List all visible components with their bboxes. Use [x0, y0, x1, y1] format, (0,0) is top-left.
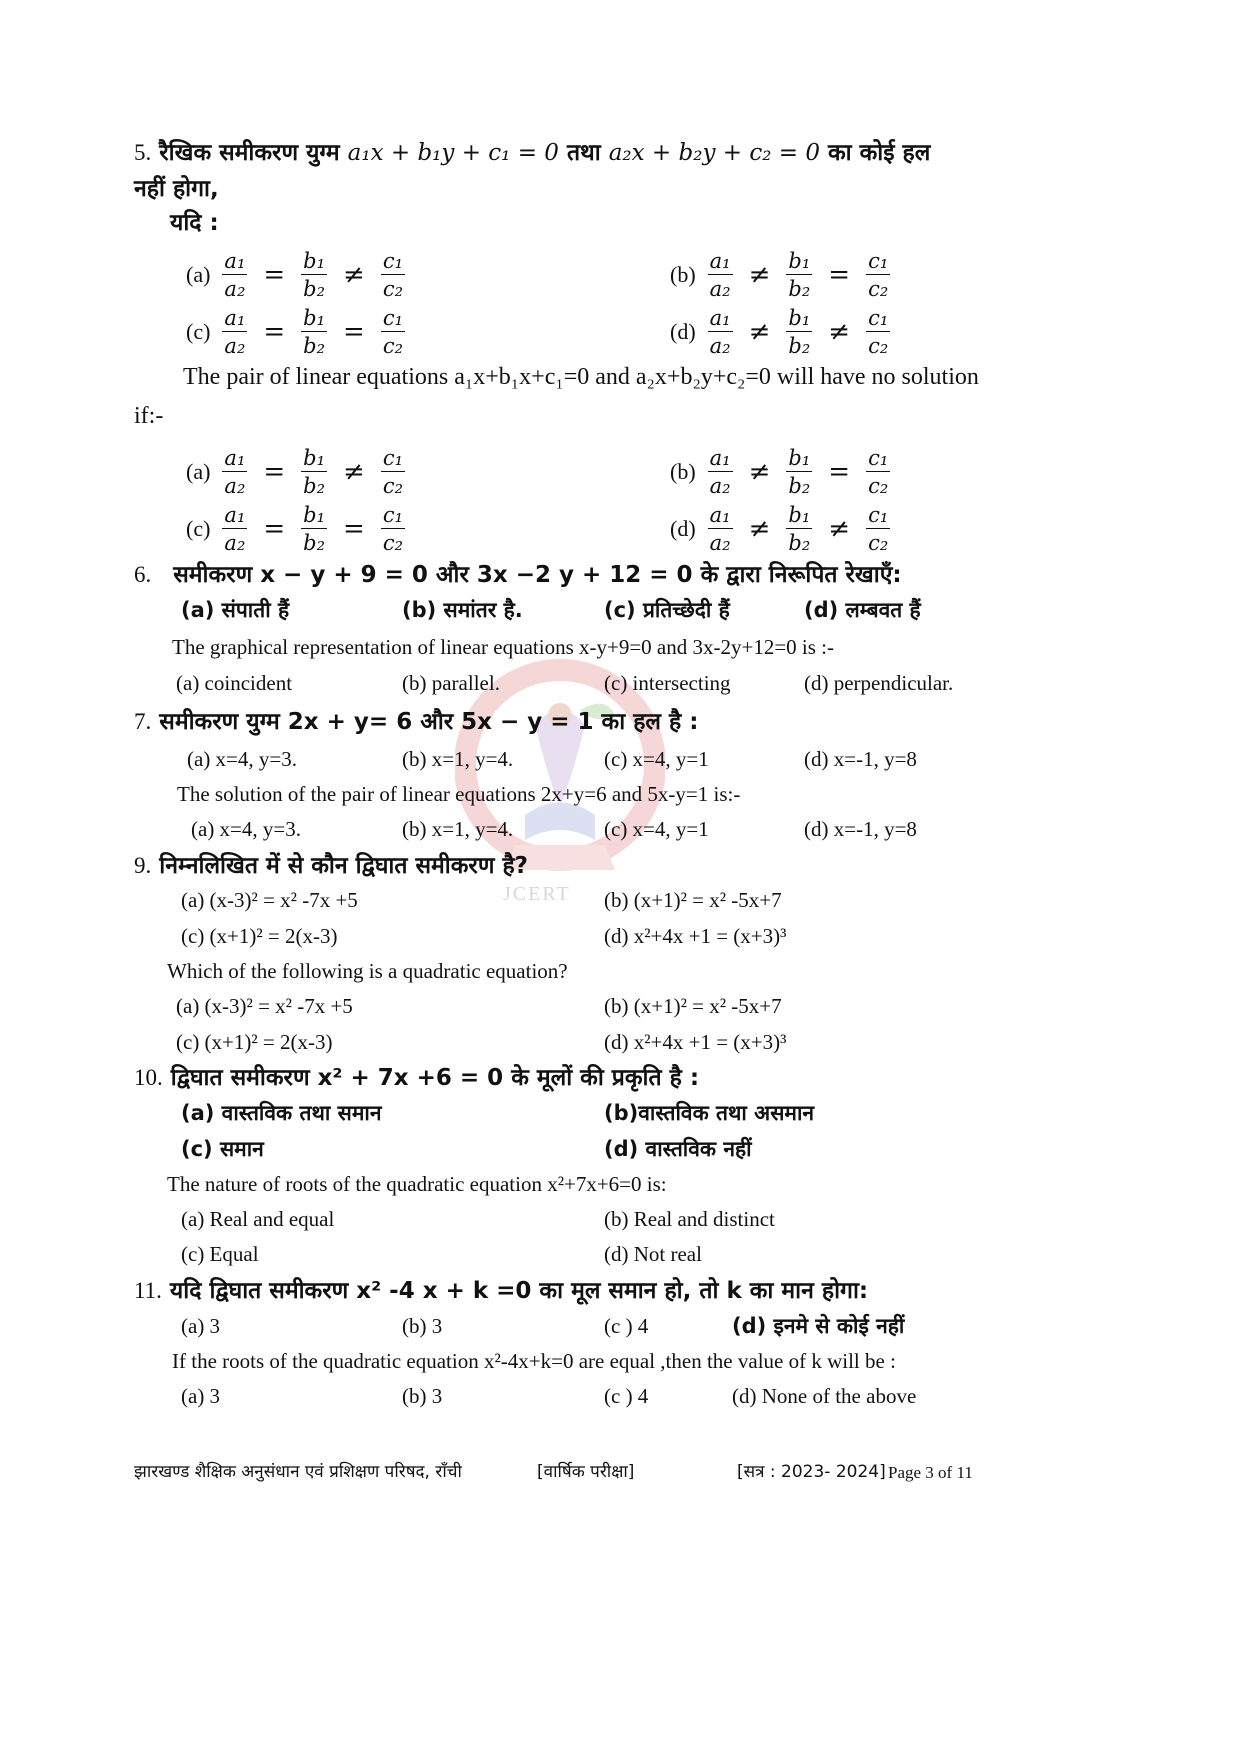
- q11-english-option-b: (b) 3: [402, 1384, 443, 1408]
- option-label: (d): [670, 516, 696, 542]
- relation-symbol: ≠: [343, 457, 365, 488]
- fraction: [786, 504, 812, 554]
- option-label: (a): [186, 459, 211, 485]
- fraction-numerator: a₁: [222, 447, 247, 472]
- q11-english-option-a: (a) 3: [181, 1384, 221, 1408]
- relation-symbol: ≠: [748, 317, 771, 348]
- q11-hindi-option-a: (a) 3: [181, 1314, 221, 1338]
- fraction-numerator: c₁: [381, 447, 405, 472]
- option-label: (d): [670, 319, 696, 345]
- q7-english-option-b: (b) x=1, y=4.: [402, 817, 514, 841]
- footer-page-number: Page 3 of 11: [888, 1463, 973, 1482]
- fraction-numerator: b₁: [301, 307, 327, 332]
- fraction: [381, 250, 405, 300]
- q11-question-english: If the roots of the quadratic equation x²-4x+k=0 are equal ,then the value of k will be :: [172, 1349, 896, 1373]
- q11-number: 11.: [134, 1278, 162, 1303]
- q5-hindi-if: यदि :: [170, 210, 219, 236]
- fraction: [708, 447, 733, 497]
- q11-english-option-c: (c ) 4: [604, 1384, 649, 1408]
- q9-hindi-text: निम्नलिखित में से कौन द्विघात समीकरण है?: [159, 853, 529, 879]
- q6-english-option-b: (b) parallel.: [402, 671, 500, 695]
- fraction-denominator: c₂: [382, 474, 404, 499]
- relation-symbol: =: [343, 317, 365, 348]
- fraction: [708, 504, 733, 554]
- fraction-denominator: b₂: [788, 277, 811, 302]
- fraction-numerator: c₁: [866, 250, 890, 275]
- fraction: [786, 250, 812, 300]
- relation-symbol: =: [263, 514, 286, 545]
- q11-english-option-d: (d) None of the above: [732, 1384, 917, 1408]
- q6-hindi-text: समीकरण x − y + 9 = 0 और 3x −2 y + 12 = 0 के द्वारा निरूपित रेखाएँ:: [173, 562, 902, 588]
- option-label: (c): [186, 516, 211, 542]
- relation-symbol: ≠: [343, 260, 365, 291]
- fraction: [301, 447, 327, 497]
- fraction-denominator: b₂: [303, 334, 326, 359]
- fraction-numerator: b₁: [786, 307, 812, 332]
- fraction: [381, 307, 405, 357]
- fraction-numerator: c₁: [866, 447, 890, 472]
- q7-english-option-c: (c) x=4, y=1: [604, 817, 709, 841]
- fraction-denominator: b₂: [788, 474, 811, 499]
- footer-exam: [वार्षिक परीक्षा]: [537, 1462, 635, 1482]
- fraction: [786, 447, 812, 497]
- q10-hindi-text: द्विघात समीकरण x² + 7x +6 = 0 के मूलों की प्रकृति है :: [170, 1065, 700, 1091]
- fraction-denominator: a₂: [709, 531, 731, 556]
- q7-english-option-a: (a) x=4, y=3.: [191, 817, 301, 841]
- fraction-numerator: b₁: [301, 250, 327, 275]
- q10-hindi-option-b: (b)वास्तविक तथा असमान: [604, 1101, 815, 1125]
- q7-question-english: The solution of the pair of linear equations 2x+y=6 and 5x-y=1 is:-: [177, 782, 741, 806]
- q6-question-english: The graphical representation of linear equations x-y+9=0 and 3x-2y+12=0 is :-: [172, 635, 835, 659]
- q10-question-english: The nature of roots of the quadratic equation x²+7x+6=0 is:: [167, 1172, 667, 1196]
- fraction-numerator: b₁: [786, 447, 812, 472]
- q11-hindi-option-b: (b) 3: [402, 1314, 443, 1338]
- q5-hindi-option-d: [670, 307, 890, 357]
- relation-symbol: =: [828, 260, 851, 291]
- q9-question-hindi: [134, 854, 528, 878]
- relation-symbol: =: [263, 260, 286, 291]
- fraction: [222, 250, 247, 300]
- q5-hindi-prefix: रैखिक समीकरण युग्म: [159, 140, 340, 166]
- q5-english-option-b: [670, 447, 890, 497]
- q9-option-a-2: (a) (x-3)² = x² -7x +5: [176, 994, 353, 1018]
- fraction-numerator: c₁: [381, 307, 405, 332]
- fraction-denominator: c₂: [868, 474, 889, 499]
- q6-question-hindi: [134, 563, 902, 587]
- q6-hindi-option-a: (a) संपाती हैं: [181, 598, 290, 622]
- q9-option-d-2: (d) x²+4x +1 = (x+3)³: [604, 1030, 787, 1054]
- fraction-numerator: a₁: [708, 307, 733, 332]
- q5-english-option-a: [186, 447, 405, 497]
- fraction-numerator: b₁: [301, 504, 327, 529]
- fraction: [866, 307, 890, 357]
- q5-hindi-option-c: [186, 307, 405, 357]
- q5-english-option-c: [186, 504, 405, 554]
- fraction-denominator: c₂: [868, 277, 889, 302]
- fraction-denominator: a₂: [224, 531, 246, 556]
- relation-symbol: ≠: [828, 514, 851, 545]
- fraction-denominator: c₂: [382, 531, 404, 556]
- q10-hindi-option-d: (d) वास्तविक नहीं: [604, 1137, 752, 1161]
- q9-option-c-1: (c) (x+1)² = 2(x-3): [181, 924, 338, 948]
- fraction: [301, 250, 327, 300]
- relation-symbol: =: [263, 457, 286, 488]
- option-label: (b): [670, 262, 696, 288]
- q5-eq2: a₂x + b₂y + c₂ = 0: [608, 140, 820, 166]
- fraction-numerator: c₁: [381, 250, 405, 275]
- q6-number: 6.: [134, 562, 152, 587]
- fraction-numerator: a₁: [708, 504, 733, 529]
- q7-hindi-option-a: (a) x=4, y=3.: [187, 747, 297, 771]
- q9-option-d-1: (d) x²+4x +1 = (x+3)³: [604, 924, 787, 948]
- q6-english-option-d: (d) perpendicular.: [804, 671, 954, 695]
- q9-option-a-1: (a) (x-3)² = x² -7x +5: [181, 888, 358, 912]
- fraction: [866, 447, 890, 497]
- q10-english-option-b: (b) Real and distinct: [604, 1207, 775, 1231]
- fraction-numerator: a₁: [708, 447, 733, 472]
- q6-hindi-option-c: (c) प्रतिच्छेदी हैं: [604, 598, 730, 622]
- fraction: [222, 307, 247, 357]
- fraction-numerator: a₁: [222, 504, 247, 529]
- q9-option-c-2: (c) (x+1)² = 2(x-3): [176, 1030, 333, 1054]
- fraction-denominator: c₂: [868, 531, 889, 556]
- fraction-numerator: a₁: [222, 307, 247, 332]
- fraction: [222, 447, 247, 497]
- q7-hindi-option-b: (b) x=1, y=4.: [402, 747, 514, 771]
- fraction: [708, 250, 733, 300]
- relation-symbol: ≠: [748, 260, 771, 291]
- q7-number: 7.: [134, 709, 152, 734]
- q6-english-option-c: (c) intersecting: [604, 671, 731, 695]
- fraction-denominator: c₂: [868, 334, 889, 359]
- q7-hindi-option-c: (c) x=4, y=1: [604, 747, 709, 771]
- watermark-text: JCERT: [503, 883, 571, 905]
- fraction: [222, 504, 247, 554]
- q11-question-hindi: [134, 1279, 868, 1303]
- fraction-numerator: b₁: [786, 504, 812, 529]
- fraction: [381, 447, 405, 497]
- fraction-denominator: b₂: [303, 277, 326, 302]
- fraction-numerator: a₁: [222, 250, 247, 275]
- fraction: [301, 307, 327, 357]
- fraction-numerator: c₁: [866, 504, 890, 529]
- q11-hindi-text: यदि द्विघात समीकरण x² -4 x + k =0 का मूल समान हो, तो k का मान होगा:: [169, 1278, 869, 1304]
- q5-connector: तथा: [566, 140, 601, 166]
- fraction-denominator: b₂: [788, 531, 811, 556]
- q9-question-english: Which of the following is a quadratic equation?: [167, 959, 568, 983]
- q6-hindi-option-d: (d) लम्बवत हैं: [804, 598, 921, 622]
- fraction: [708, 307, 733, 357]
- q10-hindi-option-c: (c) समान: [181, 1137, 264, 1161]
- relation-symbol: =: [263, 317, 286, 348]
- fraction-numerator: b₁: [786, 250, 812, 275]
- q5-english-if: if:-: [134, 403, 164, 429]
- q9-option-b-1: (b) (x+1)² = x² -5x+7: [604, 888, 782, 912]
- q7-question-hindi: [134, 710, 698, 734]
- option-label: (b): [670, 459, 696, 485]
- fraction: [301, 504, 327, 554]
- q5-hindi-option-b: [670, 250, 890, 300]
- q10-english-option-a: (a) Real and equal: [181, 1207, 335, 1231]
- fraction-denominator: a₂: [224, 277, 246, 302]
- q10-english-option-c: (c) Equal: [181, 1242, 259, 1266]
- relation-symbol: ≠: [828, 317, 851, 348]
- fraction-denominator: c₂: [382, 334, 404, 359]
- q5-english-option-d: [670, 504, 890, 554]
- option-label: (a): [186, 262, 211, 288]
- q5-eq1: a₁x + b₁y + c₁ = 0: [347, 140, 559, 166]
- q10-question-hindi: [134, 1066, 699, 1090]
- fraction: [381, 504, 405, 554]
- q7-english-option-d: (d) x=-1, y=8: [804, 817, 917, 841]
- fraction-denominator: c₂: [382, 277, 404, 302]
- q5-english-text: The pair of linear equations a₁x+b₁x+c₁=0 and a₂x+b₂y+c₂=0 will have no solution: [183, 364, 979, 390]
- relation-symbol: ≠: [748, 514, 771, 545]
- q5-hindi-line2: नहीं होगा,: [134, 176, 219, 202]
- fraction: [786, 307, 812, 357]
- fraction: [866, 504, 890, 554]
- fraction-denominator: b₂: [303, 531, 326, 556]
- relation-symbol: =: [828, 457, 851, 488]
- q10-number: 10.: [134, 1065, 163, 1090]
- q7-hindi-option-d: (d) x=-1, y=8: [804, 747, 917, 771]
- fraction-denominator: b₂: [303, 474, 326, 499]
- fraction-denominator: a₂: [224, 334, 246, 359]
- q6-hindi-option-b: (b) समांतर है.: [402, 598, 523, 622]
- fraction-numerator: c₁: [381, 504, 405, 529]
- q11-hindi-option-d: (d) इनमे से कोई नहीं: [732, 1314, 905, 1338]
- relation-symbol: =: [343, 514, 365, 545]
- fraction-denominator: a₂: [709, 277, 731, 302]
- q9-option-b-2: (b) (x+1)² = x² -5x+7: [604, 994, 782, 1018]
- relation-symbol: ≠: [748, 457, 771, 488]
- q5-number: 5.: [134, 140, 152, 165]
- option-label: (c): [186, 319, 211, 345]
- fraction: [866, 250, 890, 300]
- footer-institute: झारखण्ड शैक्षिक अनुसंधान एवं प्रशिक्षण परिषद, राँची: [134, 1462, 462, 1482]
- fraction-denominator: a₂: [709, 334, 731, 359]
- q10-english-option-d: (d) Not real: [604, 1242, 702, 1266]
- fraction-numerator: b₁: [301, 447, 327, 472]
- q5-hindi-option-a: [186, 250, 405, 300]
- fraction-denominator: a₂: [224, 474, 246, 499]
- fraction-numerator: a₁: [708, 250, 733, 275]
- fraction-numerator: c₁: [866, 307, 890, 332]
- q10-hindi-option-a: (a) वास्तविक तथा समान: [181, 1101, 382, 1125]
- q7-hindi-text: समीकरण युग्म 2x + y= 6 और 5x − y = 1 का हल है :: [159, 709, 699, 735]
- q9-number: 9.: [134, 853, 152, 878]
- fraction-denominator: b₂: [788, 334, 811, 359]
- q5-hindi-suffix: का कोई हल: [828, 140, 931, 166]
- q11-hindi-option-c: (c ) 4: [604, 1314, 649, 1338]
- footer-session: [सत्र : 2023- 2024]: [737, 1462, 886, 1482]
- q5-hindi-line1: [134, 141, 930, 165]
- fraction-denominator: a₂: [709, 474, 731, 499]
- q6-english-option-a: (a) coincident: [176, 671, 293, 695]
